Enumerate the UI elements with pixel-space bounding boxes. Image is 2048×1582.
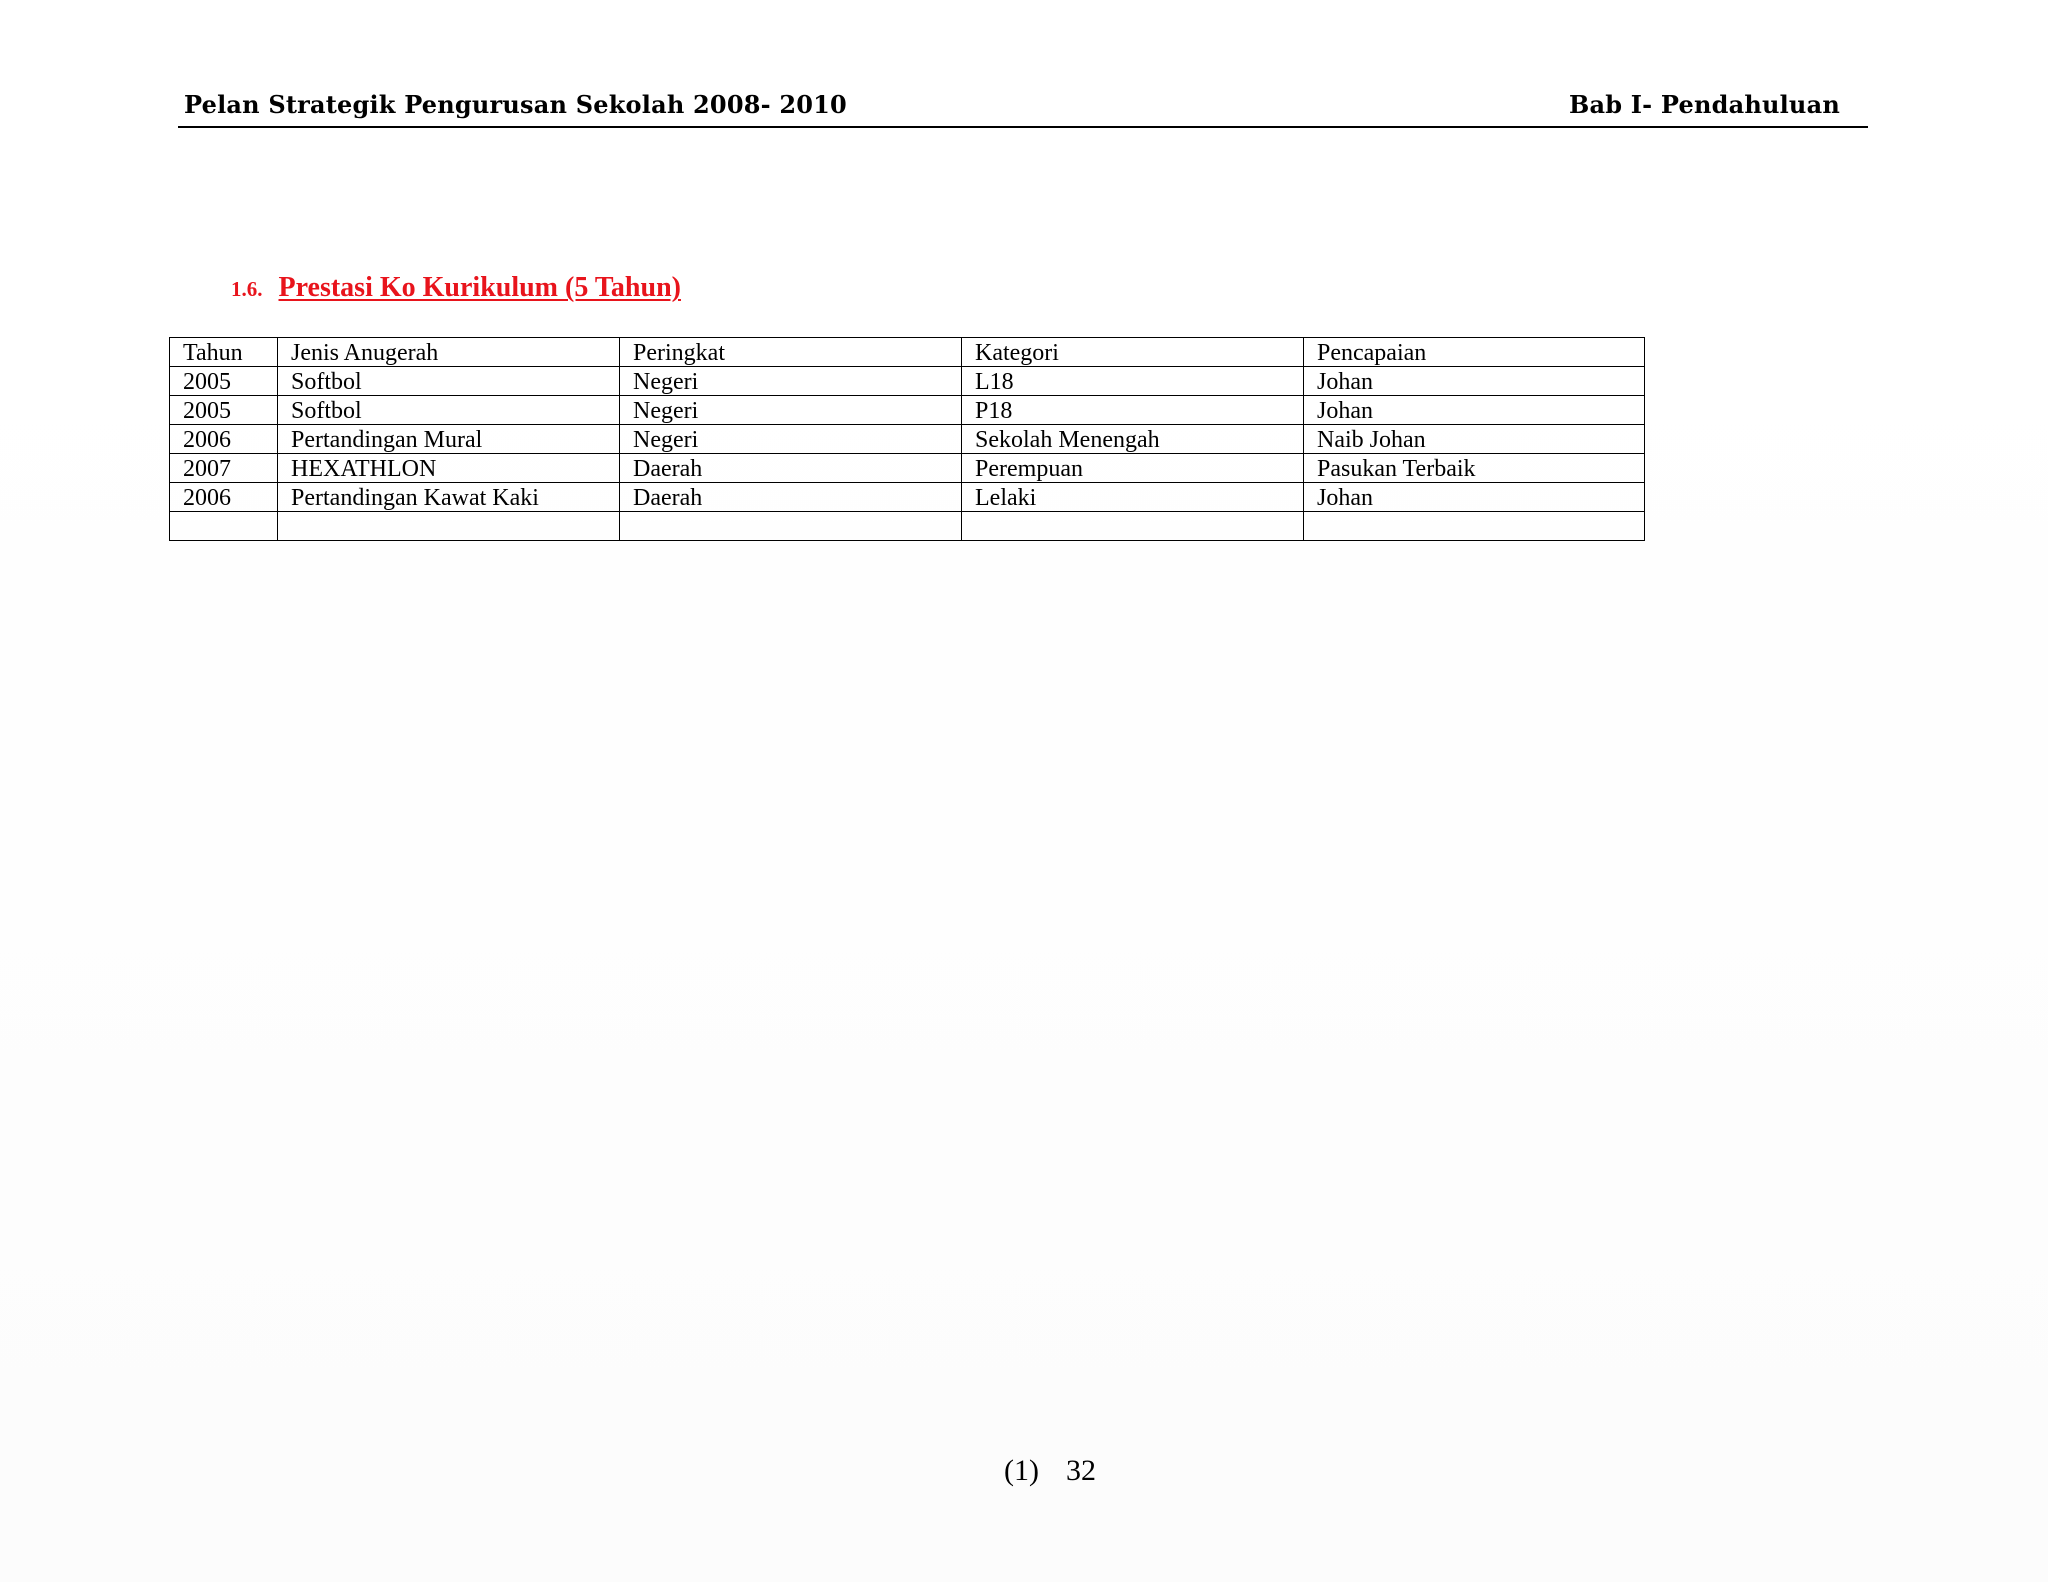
chapter-title: Bab I- Pendahuluan — [1568, 90, 1840, 119]
table-cell — [620, 367, 962, 396]
page-number: 32 — [1065, 1454, 1096, 1487]
cell-text: 2005 — [183, 398, 231, 424]
cell-text: Negeri — [633, 427, 699, 453]
table-cell — [962, 367, 1304, 396]
achievement-table — [169, 337, 1645, 541]
table-cell — [1304, 512, 1645, 541]
column-header-text: Pencapaian — [1317, 340, 1427, 366]
table-cell — [278, 512, 620, 541]
section-heading — [231, 272, 681, 304]
column-header — [620, 338, 962, 367]
table-cell — [278, 454, 620, 483]
table-cell — [962, 483, 1304, 512]
running-header — [178, 88, 1868, 128]
cell-text: P18 — [975, 398, 1013, 424]
table-cell — [962, 396, 1304, 425]
table-cell — [170, 396, 278, 425]
column-header-text: Peringkat — [633, 340, 725, 366]
column-header — [1304, 338, 1645, 367]
table-cell — [1304, 483, 1645, 512]
cell-text: Daerah — [633, 456, 703, 482]
footer-marker: (1) — [1004, 1454, 1039, 1487]
table-cell — [1304, 396, 1645, 425]
table-row — [170, 483, 1645, 512]
cell-text — [291, 512, 619, 515]
table-cell — [278, 483, 620, 512]
cell-text: Johan — [1317, 398, 1373, 424]
table-row-empty — [170, 512, 1645, 541]
table-cell — [620, 483, 962, 512]
cell-text: 2006 — [183, 427, 231, 453]
table-cell — [278, 425, 620, 454]
column-header — [170, 338, 278, 367]
cell-text: Perempuan — [975, 456, 1083, 482]
cell-text: 2007 — [183, 456, 231, 482]
column-header — [278, 338, 620, 367]
cell-text: Negeri — [633, 369, 699, 395]
section-title: Prestasi Ko Kurikulum (5 Tahun) — [278, 272, 681, 303]
cell-text: Daerah — [633, 485, 703, 511]
section-number: 1.6. — [231, 277, 263, 301]
cell-text: Negeri — [633, 398, 699, 424]
cell-text — [1317, 512, 1644, 515]
cell-text: Sekolah Menengah — [975, 427, 1160, 453]
cell-text: Naib Johan — [1317, 427, 1426, 453]
table-cell — [620, 425, 962, 454]
table-cell — [170, 512, 278, 541]
table-row — [170, 425, 1645, 454]
table-cell — [170, 367, 278, 396]
cell-text: Johan — [1317, 369, 1373, 395]
cell-text: 2005 — [183, 369, 231, 395]
cell-text — [975, 512, 1303, 515]
table-cell — [962, 425, 1304, 454]
column-header-text: Jenis Anugerah — [291, 340, 439, 366]
cell-text: Softbol — [291, 369, 362, 395]
cell-text: Pertandingan Kawat Kaki — [291, 485, 539, 511]
table-cell — [170, 425, 278, 454]
column-header-text: Kategori — [975, 340, 1059, 366]
cell-text: Pasukan Terbaik — [1317, 456, 1476, 482]
table-cell — [962, 512, 1304, 541]
table-cell — [1304, 367, 1645, 396]
cell-text: Pertandingan Mural — [291, 427, 483, 453]
cell-text: Johan — [1317, 485, 1373, 511]
cell-text: Softbol — [291, 398, 362, 424]
cell-text: HEXATHLON — [291, 456, 437, 482]
table-cell — [278, 396, 620, 425]
cell-text: L18 — [975, 369, 1014, 395]
cell-text: 2006 — [183, 485, 231, 511]
table-cell — [962, 454, 1304, 483]
table-row — [170, 454, 1645, 483]
table-cell — [1304, 454, 1645, 483]
cell-text — [633, 512, 961, 515]
table-cell — [620, 396, 962, 425]
table-cell — [620, 454, 962, 483]
table-cell — [620, 512, 962, 541]
table-header-row — [170, 338, 1645, 367]
column-header — [962, 338, 1304, 367]
document-title: Pelan Strategik Pengurusan Sekolah 2008- 2010 — [184, 90, 847, 119]
table-cell — [1304, 425, 1645, 454]
table-row — [170, 396, 1645, 425]
cell-text — [183, 512, 277, 515]
table-cell — [170, 454, 278, 483]
page-footer — [1004, 1454, 1096, 1488]
table-cell — [278, 367, 620, 396]
cell-text: Lelaki — [975, 485, 1037, 511]
table-row — [170, 367, 1645, 396]
column-header-text: Tahun — [183, 340, 243, 366]
table-cell — [170, 483, 278, 512]
